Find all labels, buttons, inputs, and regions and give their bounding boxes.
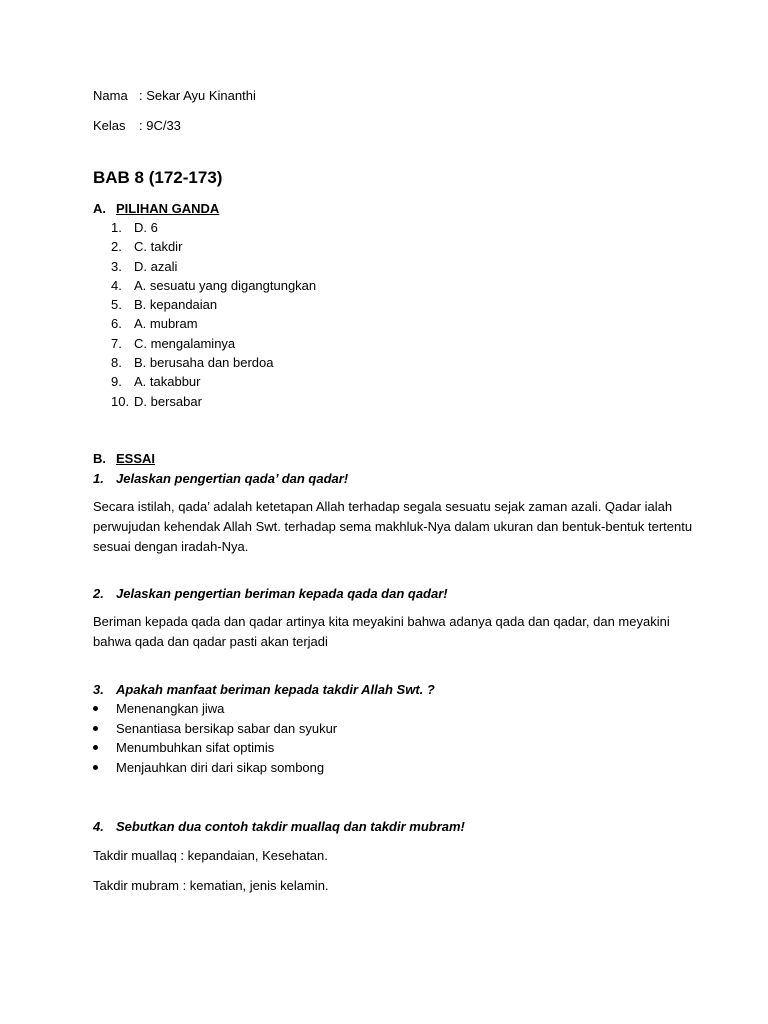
section-b-name: ESSAI xyxy=(116,451,156,466)
nama-value: : Sekar Ayu Kinanthi xyxy=(139,88,256,103)
essay-answer-3-list xyxy=(93,699,337,778)
list-item: 9. A. takabbur xyxy=(111,374,201,390)
essay-answer-4-muallaq: Takdir muallaq : kepandaian, Kesehatan. xyxy=(93,848,328,863)
list-item: Senantiasa bersikap sabar dan syukur xyxy=(93,719,337,739)
list-item: Menumbuhkan sifat optimis xyxy=(93,738,337,758)
essay-answer-4-mubram: Takdir mubram : kematian, jenis kelamin. xyxy=(93,878,329,893)
bullet-icon xyxy=(93,706,98,711)
multiple-choice-list xyxy=(111,218,316,411)
section-a-heading xyxy=(93,199,219,219)
bullet-icon xyxy=(93,726,98,731)
kelas-label: Kelas xyxy=(93,118,126,133)
list-item: Menjauhkan diri dari sikap sombong xyxy=(93,758,337,778)
list-item: 7. C. mengalaminya xyxy=(111,335,236,351)
section-a-name: PILIHAN GANDA xyxy=(116,201,220,216)
list-item: 2. C. takdir xyxy=(111,239,183,255)
section-b-letter: B. xyxy=(93,451,106,466)
list-item: 3. D. azali xyxy=(111,258,178,274)
section-a-letter: A. xyxy=(93,201,106,216)
list-item: 1. D. 6 xyxy=(111,220,158,235)
essay-question-3: 3. Apakah manfaat beriman kepada takdir Allah Swt. ? xyxy=(93,682,435,697)
list-item: 8. B. berusaha dan berdoa xyxy=(111,355,274,371)
kelas-row xyxy=(93,116,181,136)
page-title: BAB 8 (172-173) xyxy=(93,168,223,187)
nama-label: Nama xyxy=(93,88,128,103)
bullet-icon xyxy=(93,745,98,750)
essay-question-1: 1. Jelaskan pengertian qada’ dan qadar! xyxy=(93,471,349,486)
essay-question-4: 4. Sebutkan dua contoh takdir muallaq dan takdir mubram! xyxy=(93,819,465,834)
essay-answer-1: Secara istilah, qada’ adalah ketetapan Allah terhadap segala sesuatu sejak zaman azali. Qadar ialah perwujudan kehendak Allah Swt. terhadap sema makhluk-Nya dalam ukuran dan bentuk-bentuk tertentu sesuai dengan iradah-Nya. xyxy=(93,499,693,554)
nama-row xyxy=(93,86,256,106)
list-item: 4. A. sesuatu yang digangtungkan xyxy=(111,277,317,293)
list-item: 5. B. kepandaian xyxy=(111,297,218,313)
bullet-icon xyxy=(93,765,98,770)
section-b-heading xyxy=(93,449,155,469)
list-item: 10. D. bersabar xyxy=(111,393,202,409)
essay-answer-2: Beriman kepada qada dan qadar artinya kita meyakini bahwa adanya qada dan qadar, dan meyakini bahwa qada dan qadar pasti akan terjadi xyxy=(93,614,670,649)
kelas-value: : 9C/33 xyxy=(139,118,181,133)
essay-question-2: 2. Jelaskan pengertian beriman kepada qada dan qadar! xyxy=(93,586,448,601)
list-item: 6. A. mubram xyxy=(111,316,198,332)
list-item: Menenangkan jiwa xyxy=(93,699,337,719)
